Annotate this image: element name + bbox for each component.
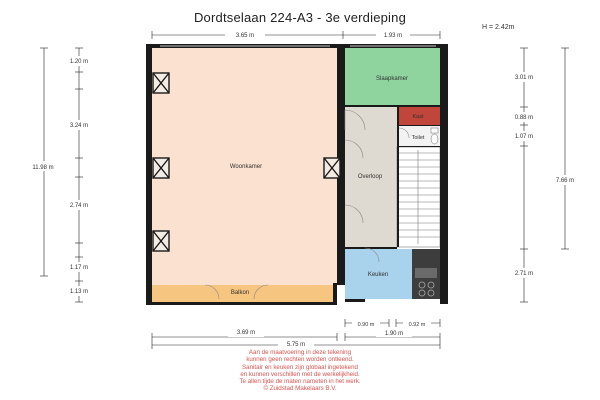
room-label-overloop: Overloop — [357, 174, 383, 180]
dim-top-left: 3.65 m — [235, 33, 255, 39]
dim-left-3: 2.74 m — [69, 203, 89, 209]
room-label-toilet: Toilet — [411, 135, 425, 141]
dim-left-4: 1.17 m — [69, 265, 89, 271]
dim-bottom-small-2: 0.92 m — [408, 322, 426, 328]
disclaimer-line: kunnen geen rechten worden ontleend. — [246, 356, 354, 364]
room-label-keuken: Keuken — [367, 272, 389, 278]
room-label-slaapkamer: Slaapkamer — [375, 76, 409, 82]
disclaimer-line: en kunnen verschillen met de werkelijkheid. — [240, 370, 360, 378]
dim-left-total: 11.98 m — [32, 165, 54, 171]
room-label-woonkamer: Woonkamer — [229, 164, 263, 170]
dim-right-total: 7.66 m — [555, 178, 575, 184]
dim-top-right: 1.93 m — [383, 33, 403, 39]
room-label-kast: Kast — [412, 114, 424, 120]
kitchen-counter — [412, 249, 440, 299]
ceiling-height-label: H = 2.42m — [482, 24, 515, 31]
disclaimer — [150, 349, 450, 393]
dim-left-2: 3.24 m — [69, 123, 89, 129]
dim-left-1: 1.20 m — [69, 59, 89, 65]
toilet-fixture — [431, 128, 438, 144]
dim-right-2: 0.88 m — [514, 115, 534, 121]
dim-right-1: 3.01 m — [514, 75, 534, 81]
plan-title: Dordtselaan 224-A3 - 3e verdieping — [193, 10, 407, 25]
dim-right-3: 1.07 m — [514, 134, 534, 140]
dim-right-4: 2.71 m — [514, 271, 534, 277]
disclaimer-line: Sanitair en keuken zijn globaal ingetekend — [242, 363, 358, 371]
room-label-balkon: Balkon — [230, 290, 250, 296]
disclaimer-line: © Zuidstad Makelaars B.V. — [263, 385, 337, 393]
disclaimer-line: Te allen tijde de maten nameten in het werk. — [239, 378, 361, 386]
dim-bottom-total: 5.75 m — [286, 342, 306, 348]
staircase — [397, 147, 440, 247]
dim-bottom-right: 1.90 m — [384, 331, 404, 337]
dim-left-5: 1.13 m — [69, 289, 89, 295]
disclaimer-line: Aan de maatvoering in deze tekening — [248, 349, 352, 356]
dim-bottom-left: 3.69 m — [236, 330, 256, 336]
dim-bottom-small-1: 0.90 m — [357, 322, 375, 328]
